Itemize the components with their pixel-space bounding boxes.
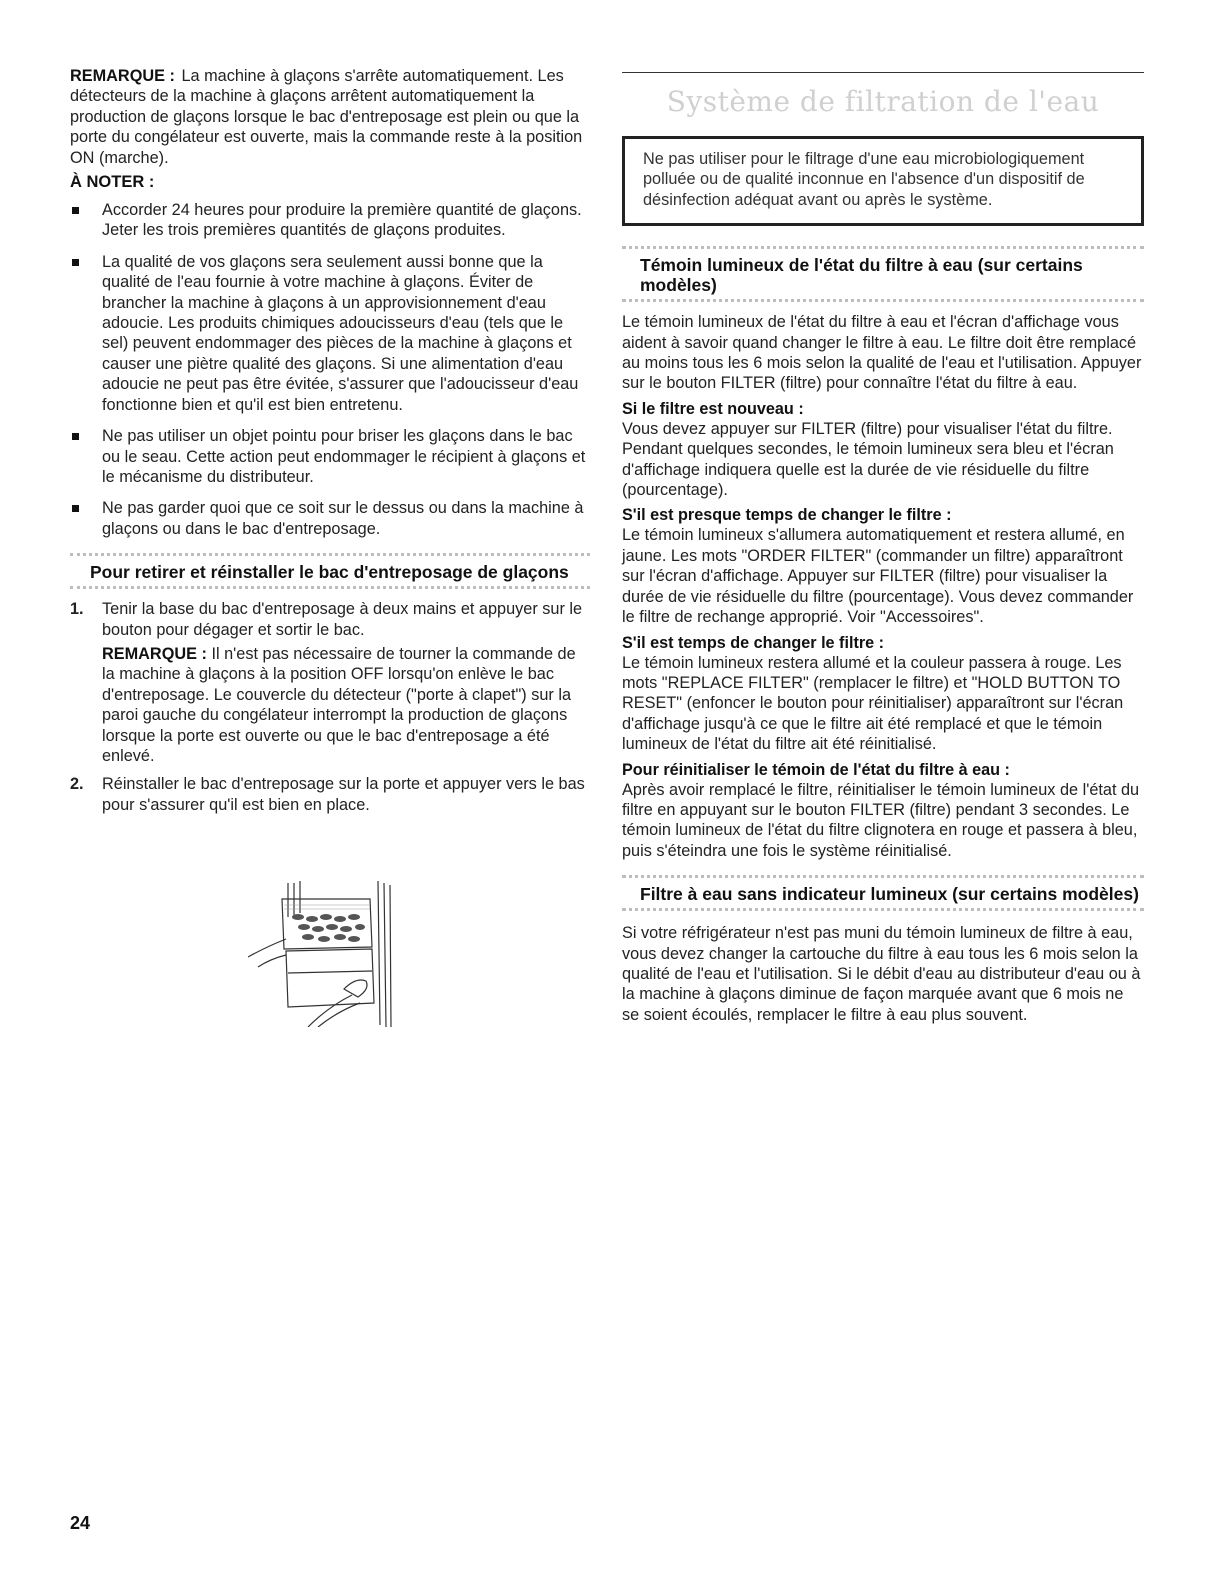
warning-box [622, 136, 1144, 226]
section-divider [70, 586, 590, 589]
paragraph-reset: Après avoir remplacé le filtre, réinitialiser le témoin lumineux de l'état du filtre en appuyant sur le bouton FILTER (filtre) pendant 3 secondes. Le témoin lumineux de l'état du filtre clignotera en rouge et passera à bleu, puis s'éteindra une fois le système réinitialisé. [622, 780, 1140, 860]
ice-bin-illustration [248, 877, 408, 1027]
paragraph-time: Le témoin lumineux restera allumé et la couleur passera à rouge. Les mots "REPLACE FILTER" (remplacer le filtre) et "HOLD BUTTON TO RESET" (enfoncer le bouton pour réinitialiser) apparaîtront sur l'écran d'affichage jusqu'à ce que le filtre ait été remplacé et que le témoin lumineux de l'état du filtre ait été réinitialisé. [622, 653, 1124, 754]
intro-note-text: La machine à glaçons s'arrête automatiquement. Les détecteurs de la machine à glaçons arrêtent automatiquement la production de glaçons lorsque le bac d'entreposage est plein ou que la porte du congélateur est ouverte, mais la commande reste à la position ON (marche). [70, 67, 583, 167]
paragraph-new: Vous devez appuyer sur FILTER (filtre) pour visualiser l'état du filtre. Pendant quelques secondes, le témoin lumineux sera bleu et l'écran d'affichage indiquera quelle est la durée de vie résiduelle du filtre (pourcentage). [622, 419, 1114, 500]
warning-text: Ne pas utiliser pour le filtrage d'une eau microbiologiquement polluée ou de qualité inconnue en l'absence d'un dispositif de désinfection adéquat avant ou après le système. [643, 150, 1085, 209]
section-text: Si votre réfrigérateur n'est pas muni du témoin lumineux de filtre à eau, vous devez changer la cartouche du filtre à eau tous les 6 mois selon la qualité de l'eau et l'utilisation. Si le débit d'eau au distributeur d'eau ou à la machine à glaçons diminue de façon marquée avant que 6 mois ne se soient écoulés, remplacer le filtre à eau plus souvent. [622, 924, 1141, 1024]
step-note-label: REMARQUE : [102, 644, 207, 663]
section-title: Filtre à eau sans indicateur lumineux (sur certains modèles) [640, 884, 1139, 905]
list-item: Ne pas garder quoi que ce soit sur le dessus ou dans la machine à glaçons ou dans le bac d'entreposage. [70, 498, 590, 539]
section-title: Témoin lumineux de l'état du filtre à eau (sur certains modèles) [640, 255, 1083, 296]
intro-note-label: REMARQUE : [70, 67, 175, 85]
step-note [102, 644, 590, 766]
header-rule [622, 72, 1144, 73]
list-item: La qualité de vos glaçons sera seulement aussi bonne que la qualité de l'eau fournie à votre machine à glaçons. Éviter de brancher la machine à glaçons à un approvisionnement d'eau adoucie. Les produits chimiques adoucisseurs d'eau (tels que le sel) peuvent endommager des pièces de la machine à glaçons et causer une piètre qualité des glaçons. Si une alimentation d'eau adoucie ne peut pas être évitée, s'assurer que l'adoucisseur d'eau fonctionne bien et qu'il est bien entretenu. [70, 252, 590, 415]
right-column [622, 66, 1144, 1025]
notes-list [70, 200, 590, 539]
list-item: Ne pas utiliser un objet pointu pour briser les glaçons dans le bac ou le seau. Cette action peut endommager le récipient à glaçons et le mécanisme du distributeur. [70, 426, 590, 487]
subheading-new: Si le filtre est nouveau : [622, 399, 804, 418]
step-text: Réinstaller le bac d'entreposage sur la porte et appuyer vers le bas pour s'assurer qu'il est bien en place. [102, 775, 585, 814]
step-note-text: Il n'est pas nécessaire de tourner la commande de la machine à glaçons à la position OFF lorsqu'on enlève le bac d'entreposage. Le couvercle du détecteur ("porte à clapet") sur la paroi gauche du congélateur interrompt la production de glaçons lorsque la porte est ouverte ou que le bac d'entreposage a été enlevé. [102, 644, 576, 765]
section-header [622, 878, 1144, 908]
paragraph-almost: Le témoin lumineux s'allumera automatiquement et restera allumé, en jaune. Les mots "ORDER FILTER" (commander un filtre) apparaîtront sur l'écran d'affichage. Appuyer sur FILTER (filtre) pour visualiser la durée de vie résiduelle du filtre (pourcentage). Vous devez commander le filtre de rechange approprié. Voir "Accessoires". [622, 526, 1134, 627]
intro-note [70, 66, 590, 168]
section-header [70, 556, 590, 586]
page-title: Système de filtration de l'eau [666, 85, 1100, 118]
subheading-almost: S'il est presque temps de changer le filtre : [622, 506, 952, 525]
section-header [622, 249, 1144, 299]
section-title: Pour retirer et réinstaller le bac d'entreposage de glaçons [90, 562, 569, 583]
page-number: 24 [70, 1513, 91, 1533]
section-intro: Le témoin lumineux de l'état du filtre à eau et l'écran d'affichage vous aident à savoir quand changer le filtre à eau. Le filtre doit être remplacé au moins tous les 6 mois selon la qualité de l'eau et l'utilisation. Appuyer sur le bouton FILTER (filtre) pour connaître l'état du filtre à eau. [622, 313, 1142, 393]
list-item: Accorder 24 heures pour produire la première quantité de glaçons. Jeter les trois premières quantités de glaçons produites. [70, 200, 590, 241]
step-item [70, 599, 590, 766]
subheading-time: S'il est temps de changer le filtre : [622, 633, 885, 652]
section-divider [622, 908, 1144, 911]
step-number: 2. [70, 775, 84, 794]
steps-list [70, 599, 590, 815]
step-text: Tenir la base du bac d'entreposage à deux mains et appuyer sur le bouton pour dégager et sortir le bac. [102, 600, 583, 639]
step-item [70, 774, 590, 815]
left-column [70, 66, 590, 823]
step-number: 1. [70, 600, 84, 619]
subheading-reset: Pour réinitialiser le témoin de l'état du filtre à eau : [622, 760, 1010, 779]
a-noter-heading: À NOTER : [70, 173, 155, 192]
section-divider [622, 299, 1144, 302]
